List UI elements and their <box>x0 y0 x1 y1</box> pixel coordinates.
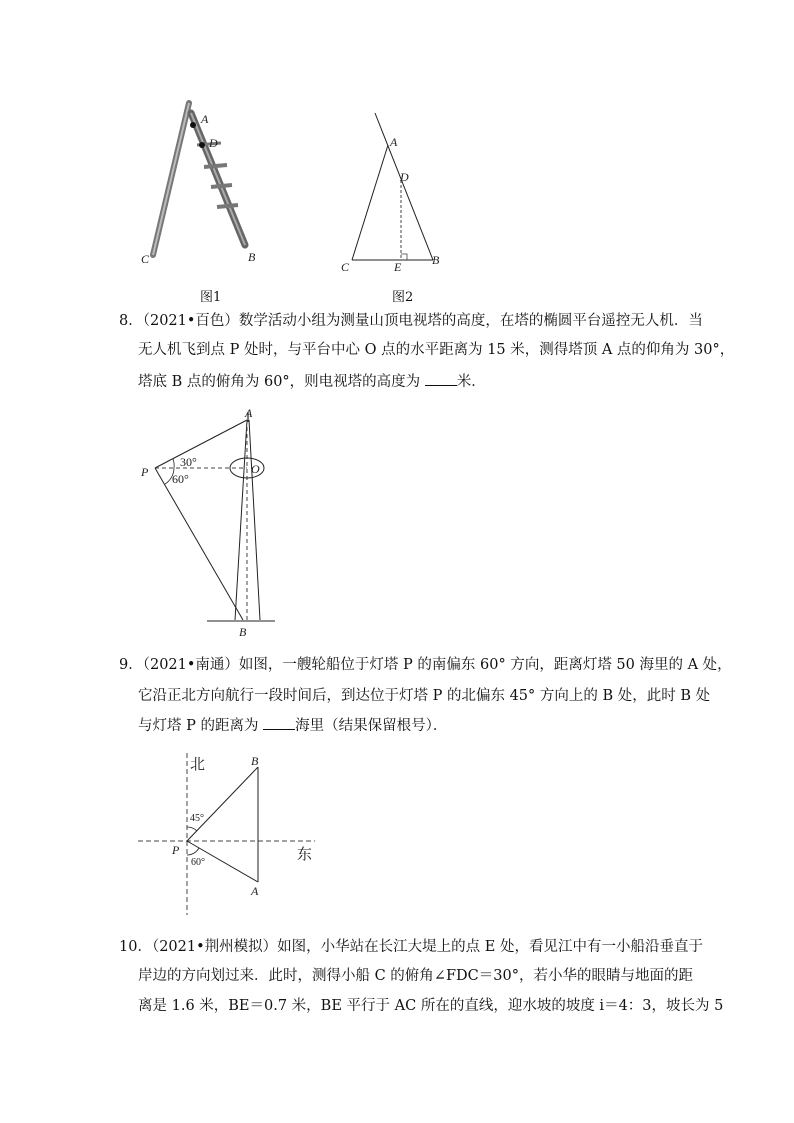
fig1-label-D: D <box>209 136 218 150</box>
q8-line-3-prefix: 塔底 B 点的俯角为 60°，则电视塔的高度为 <box>138 374 421 390</box>
figure-1-caption: 图1 <box>200 290 222 305</box>
fig1-label-C: C <box>141 252 150 266</box>
q9-label-north: 北 <box>190 757 206 773</box>
q8-line-3 <box>138 372 486 392</box>
figure-1-ladder <box>135 95 275 275</box>
q9-line-1: 9．（2021•南通）如图，一艘轮船位于灯塔 P 的南偏东 60° 方向，距离灯塔 50 海里的 A 处， <box>119 657 732 673</box>
q9-figure-navigation <box>130 745 330 920</box>
q9-line-3-suffix: 海里（结果保留根号）． <box>295 718 448 734</box>
fig2-label-B: B <box>432 253 440 267</box>
q9-label-A: A <box>251 884 259 898</box>
figure-2-caption: 图2 <box>392 290 414 305</box>
q10-line-1: 10．（2021•荆州模拟）如图，小华站在长江大堤上的点 E 处，看见江中有一小船沿垂直于 <box>119 939 703 955</box>
q9-label-east: 东 <box>297 847 313 863</box>
q8-answer-blank[interactable] <box>425 372 457 386</box>
q9-angle-45: 45° <box>190 813 204 824</box>
fig1-label-B: B <box>248 250 256 264</box>
q8-line-3-suffix: 米． <box>456 374 486 390</box>
fig2-label-D: D <box>400 170 409 184</box>
fig2-label-A: A <box>390 135 398 149</box>
q8-angle-60: 60° <box>172 472 189 486</box>
fig2-label-C: C <box>341 260 350 274</box>
q9-label-P: P <box>172 843 180 857</box>
q8-label-O: O <box>251 462 260 476</box>
q9-label-B: B <box>251 754 259 768</box>
q10-line-3: 离是 1.6 米，BE＝0.7 米，BE 平行于 AC 所在的直线，迎水坡的坡度 i＝4：3，坡长为 5 <box>138 998 724 1014</box>
q8-figure-tower <box>135 400 295 645</box>
q8-angle-30: 30° <box>180 455 197 469</box>
q9-line-3 <box>138 716 447 736</box>
q10-line-2: 岸边的方向划过来．此时，测得小船 C 的俯角∠FDC＝30°，若小华的眼睛与地面的距 <box>138 968 693 984</box>
q9-answer-blank[interactable] <box>263 716 295 730</box>
q8-label-B: B <box>239 625 247 639</box>
fig1-label-A: A <box>201 112 209 126</box>
figure-2-triangle <box>335 105 455 275</box>
q8-line-2: 无人机飞到点 P 处时，与平台中心 O 点的水平距离为 15 米，测得塔顶 A 点的仰角为 30°， <box>138 342 735 358</box>
q9-line-2: 它沿正北方向航行一段时间后，到达位于灯塔 P 的北偏东 45° 方向上的 B 处，此时 B 处 <box>138 688 711 704</box>
q8-label-A: A <box>245 406 253 420</box>
q8-label-P: P <box>141 465 149 479</box>
q9-angle-60: 60° <box>191 857 205 868</box>
fig2-label-E: E <box>394 260 402 274</box>
q8-line-1: 8．（2021•百色）数学活动小组为测量山顶电视塔的高度，在塔的椭圆平台遥控无人机．当 <box>119 313 703 329</box>
q9-line-3-prefix: 与灯塔 P 的距离为 <box>138 718 259 734</box>
